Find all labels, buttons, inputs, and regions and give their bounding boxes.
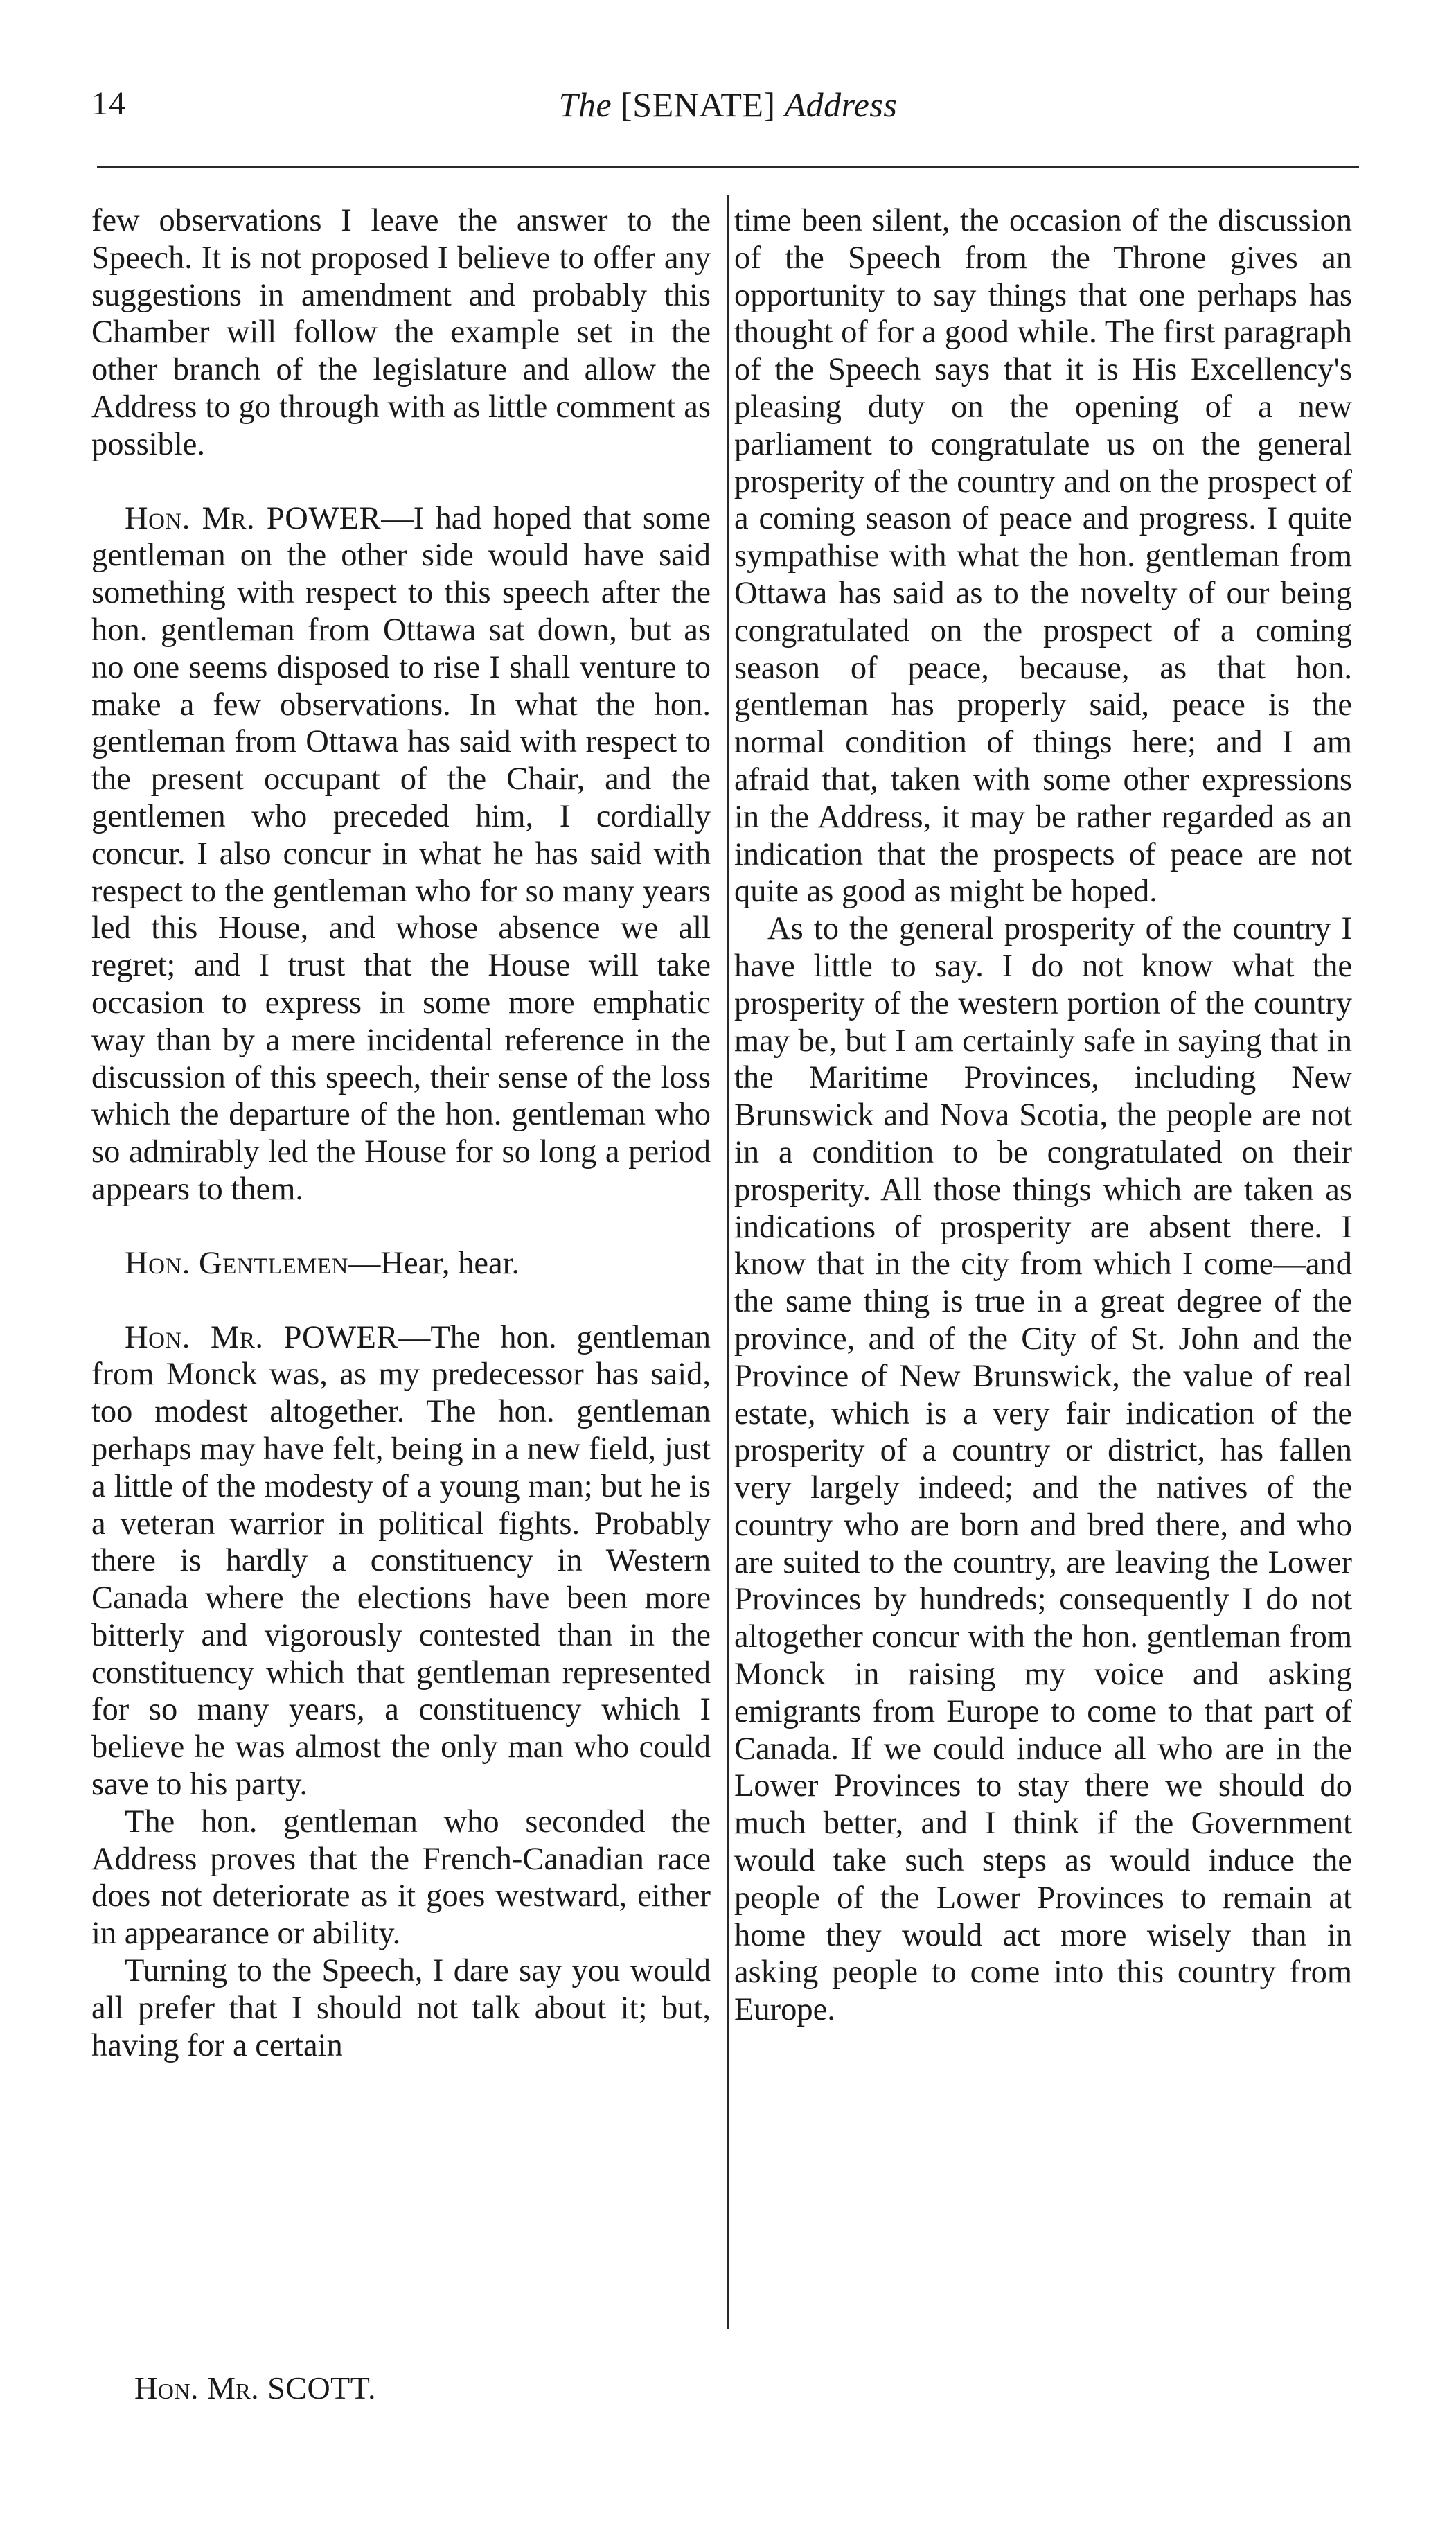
running-head-address: Address bbox=[784, 85, 898, 124]
speech-text: —I had hoped that some gentleman on the other side would have said something with respect to this speech after the hon. gentleman from Ottawa sat down, but as no one seems disposed to rise I shall venture to make a few observations. In what the hon. gentleman from Ottawa has said with respect to the present occupant of the Chair, and the gentlemen who preceded him, I cordially concur. I also concur in what he has said with respect to the gentleman who for so many years led this House, and whose absence we all regret; and I trust that the House will take occasion to express in some more emphatic way than by a mere incidental reference in the discussion of this speech, their sense of the loss which the departure of the hon. gentleman who so admirably led the House for so long a period appears to them. bbox=[91, 500, 711, 1207]
page-number: 14 bbox=[91, 85, 126, 122]
speech-text: —The hon. gentleman from Monck was, as my predecessor has said, too modest altogether. The hon. gentleman perhaps may have felt, being in a new field, just a little of the modesty of a young man; but he is a veteran warrior in political fights. Probably there is hardly a constituency in Western Canada where the elections have been more bitterly and vigorously contested than in the constituency which that gentleman represented for so many years, a constituency which I believe he was almost the only man who could save to his party. bbox=[91, 1319, 711, 1803]
running-head-senate: [SENATE] bbox=[621, 85, 776, 124]
column-divider bbox=[727, 195, 729, 2329]
page-header bbox=[91, 78, 1365, 140]
left-paragraph-1: few observations I leave the answer to the Speech. It is not proposed I believe to offer any suggestions in amendment and probably this Chamber will follow the example set in the other branch of the legislature and allow the Address to go through with as little comment as possible. bbox=[91, 203, 711, 462]
speaker-name: Hon. Mr. POWER bbox=[125, 1319, 398, 1355]
left-paragraph-6: Turning to the Speech, I dare say you would all prefer that I should not talk about it; but, having for a certain bbox=[91, 1953, 711, 2063]
right-paragraph-2: As to the general prosperity of the country I have little to say. I do not know what the prosperity of the western portion of the country may be, but I am certainly safe in saying that in the Maritime Provinces, including New Brunswick and Nova Scotia, the people are not in a condition to be congratulated on their prosperity. All those things which are taken as indications of prosperity are absent there. I know that in the city from which I come—and the same thing is true in a great degree of the province, and of the City of St. John and the Province of New Brunswick, the value of real estate, which is a very fair indication of the prosperity of a country or district, has fallen very largely indeed; and the natives of the country who are born and bred there, and who are suited to the country, are leaving the Lower Provinces by hundreds; consequently I do not altogether concur with the hon. gentleman from Monck in raising my voice and asking emigrants from Europe to come to that part of Canada. If we could induce all who are in the Lower Provinces to stay there we should do much better, and I think if the Government would take such steps as would induce the people of the Lower Provinces to remain at home they would act more wisely than in asking people to come into this country from Europe. bbox=[734, 911, 1352, 2028]
right-paragraph-1: time been silent, the occasion of the discussion of the Speech from the Throne gives an opportunity to say things that one perhaps has thought of for a good while. The first paragraph of the Speech says that it is His Excellency's pleasing duty on the opening of a new parliament to congratulate us on the general prosperity of the country and on the prospect of a coming season of peace and progress. I quite sympathise with what the hon. gentleman from Ottawa has said as to the novelty of our being congratulated on the prospect of a coming season of peace, because, as that hon. gentleman has properly said, peace is the normal condition of things here; and I am afraid that, taken with some other expressions in the Address, it may be rather regarded as an indication that the prospects of peace are not quite as good as might be hoped. bbox=[734, 203, 1352, 910]
running-head bbox=[91, 85, 1365, 125]
footer-speaker-label: Hon. Mr. SCOTT. bbox=[134, 2370, 376, 2406]
left-paragraph-4 bbox=[91, 1319, 711, 1803]
left-paragraph-5: The hon. gentleman who seconded the Address proves that the French-Canadian race does not deteriorate as it goes westward, either in appearance or ability. bbox=[91, 1803, 711, 1952]
left-column bbox=[91, 202, 711, 2064]
left-paragraph-3 bbox=[91, 1245, 711, 1282]
left-paragraph-2 bbox=[91, 500, 711, 1208]
running-head-the: The bbox=[558, 85, 612, 124]
right-column bbox=[734, 202, 1352, 2029]
header-rule bbox=[97, 166, 1359, 168]
speaker-name: Hon. Gentlemen bbox=[125, 1245, 348, 1281]
speaker-name: Hon. Mr. POWER bbox=[125, 500, 382, 536]
speech-text: —Hear, hear. bbox=[348, 1245, 520, 1281]
